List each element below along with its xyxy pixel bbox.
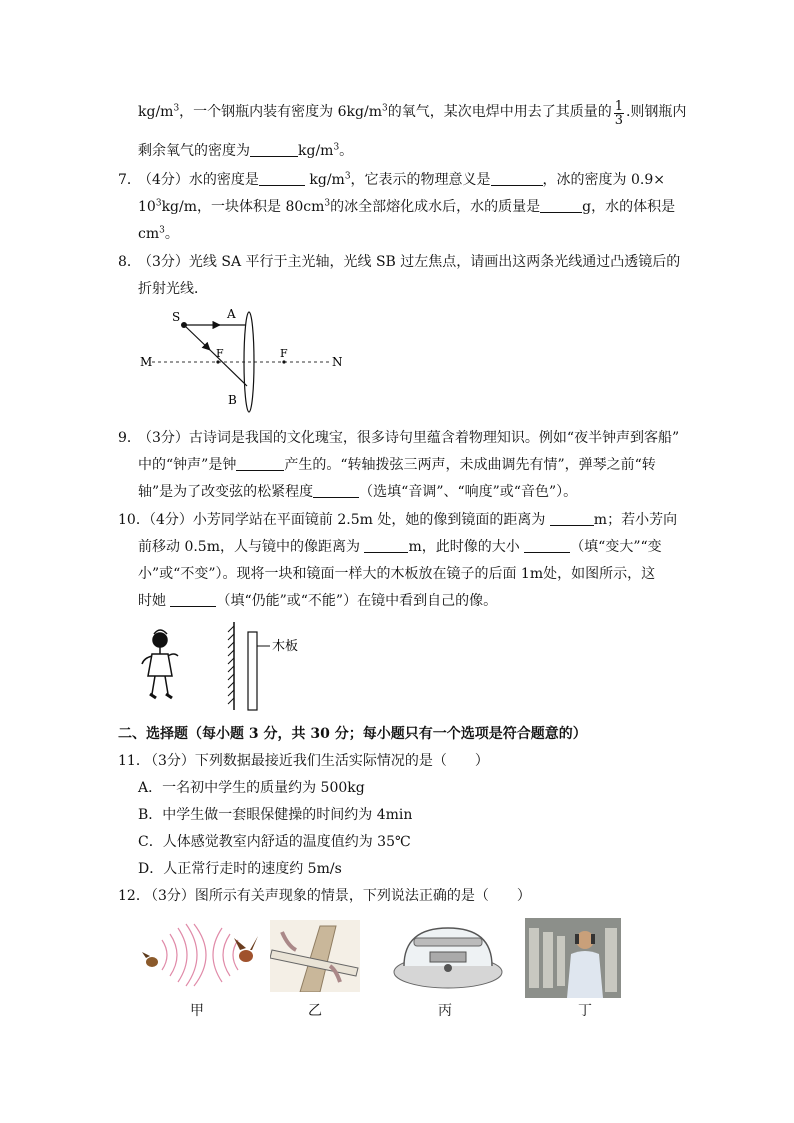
label-a: A (227, 307, 236, 321)
q7-line-3: $cm^3$。 (138, 225, 179, 242)
q11-option-d[interactable]: D．人正常行走时的速度约 5m/s (138, 861, 342, 877)
q11-option-c[interactable]: C．人体感觉教室内舒适的温度值约为 35℃ (138, 834, 411, 850)
answer-blank[interactable] (259, 171, 305, 186)
answer-blank[interactable] (313, 483, 359, 498)
board-label: 木板 (272, 639, 299, 654)
q11-number: 11． (118, 753, 150, 769)
q9-line-1: （3分）古诗词是我国的文化瑰宝，很多诗句里蕴含着物理知识。例如“夜半钟声到客船” (138, 430, 680, 446)
bell-knob (444, 964, 452, 972)
label-m: M (140, 355, 153, 369)
ray-sb-arrow (184, 325, 210, 350)
q7-number: 7． (118, 172, 141, 188)
answer-blank[interactable] (250, 142, 298, 157)
label-n: N (332, 355, 343, 369)
caption-yi: 乙 (308, 1003, 322, 1019)
ray-sb (208, 348, 247, 386)
girl-figure-icon (142, 630, 178, 698)
fraction-one-third: $\frac{1}{3}$ (614, 99, 623, 128)
q6-line-1: $kg/m^3$，一个钢瓶内装有密度为 $6kg/m^3$的氧气，某次电焊中用去了其质量的 $\frac{1}{3}$ .则钢瓶内 (138, 99, 687, 128)
q11-stem: （3分）下列数据最接近我们生活实际情况的是（ ） (144, 753, 489, 769)
image-jia-bats (142, 920, 262, 990)
q7-line-1: （4分）水的密度是 $kg/m^3$，它表示的物理意义是 ，冰的密度为 0.9× (138, 171, 665, 188)
label-b: B (228, 393, 237, 407)
answer-blank[interactable] (491, 171, 543, 186)
q11-option-b[interactable]: B．中学生做一套眼保健操的时间约为 4min (138, 807, 413, 823)
q10-line-2: 前移动 0.5m，人与镜中的像距离为 m，此时像的大小 （填“变大”“变 (138, 539, 662, 555)
answer-blank[interactable] (540, 198, 582, 213)
q10-number: 10． (118, 512, 150, 528)
image-bing-bell-jar (392, 922, 504, 992)
q8-line-1: （3分）光线 SA 平行于主光轴，光线 SB 过左焦点，请画出这两条光线通过凸透镜后的 (138, 254, 681, 270)
label-f-right: F (280, 347, 288, 360)
q8-number: 8． (118, 254, 141, 270)
q11-option-a[interactable]: A．一名初中学生的质量约为 500kg (138, 780, 365, 796)
wooden-board (248, 632, 257, 710)
jar-top-band (414, 938, 482, 946)
image-yi-ruler (270, 920, 360, 992)
focal-point-left (216, 360, 219, 363)
q12-number: 12． (118, 888, 150, 904)
q8-line-2: 折射光线． (138, 281, 208, 297)
sound-wave-icon (162, 924, 238, 986)
caption-jia: 甲 (190, 1003, 204, 1019)
bat-icon (142, 952, 158, 967)
label-f-left: F (216, 347, 224, 360)
mirror-hatching (228, 626, 234, 704)
q12-stem: （3分）图所示有关声现象的情景，下列说法正确的是（ ） (144, 888, 531, 904)
answer-blank[interactable] (236, 456, 284, 471)
q9-number: 9． (118, 430, 141, 446)
q9-line-3: 轴”是为了改变弦的松紧程度 （选填“音调”、“响度”或“音色”）。 (138, 484, 578, 500)
q7-line-2: $10^3kg/m$，一块体积是 $80cm^3$的冰全部熔化成水后，水的质量是 g，水的体积是 (138, 198, 676, 215)
image-ding-factory-worker (525, 918, 621, 998)
caption-bing: 丙 (438, 1003, 452, 1019)
q6-line-2: 剩余氧气的密度为 $kg/m^3$。 (138, 142, 354, 159)
answer-blank[interactable] (550, 511, 594, 526)
point-s (181, 322, 187, 328)
section-2-title: 二、选择题（每小题 3 分，共 30 分；每小题只有一个选项是符合题意的） (118, 726, 587, 742)
answer-blank[interactable] (524, 538, 570, 553)
focal-point-right (282, 360, 285, 363)
q10-line-3: 小”或“不变”）。现将一块和镜面一样大的木板放在镜子的后面 1m处，如图所示，这 (138, 566, 656, 582)
q9-line-2: 中的“钟声”是钟 产生的。“转轴拨弦三两声，未成曲调先有情”，弹琴之前“转 (138, 457, 656, 473)
answer-blank[interactable] (364, 538, 408, 553)
electric-bell-icon (430, 952, 466, 962)
label-s: S (172, 310, 181, 324)
convex-lens-diagram (130, 298, 360, 418)
mirror-board-figure (140, 620, 340, 712)
answer-blank[interactable] (170, 592, 216, 607)
q10-line-1: （4分）小芳同学站在平面镜前 2.5m 处，她的像到镜面的距离为 m；若小芳向 (142, 512, 678, 528)
caption-ding: 丁 (578, 1003, 592, 1019)
q10-line-4: 时她 （填“仍能”或“不能”）在镜中看到自己的像。 (138, 593, 498, 609)
